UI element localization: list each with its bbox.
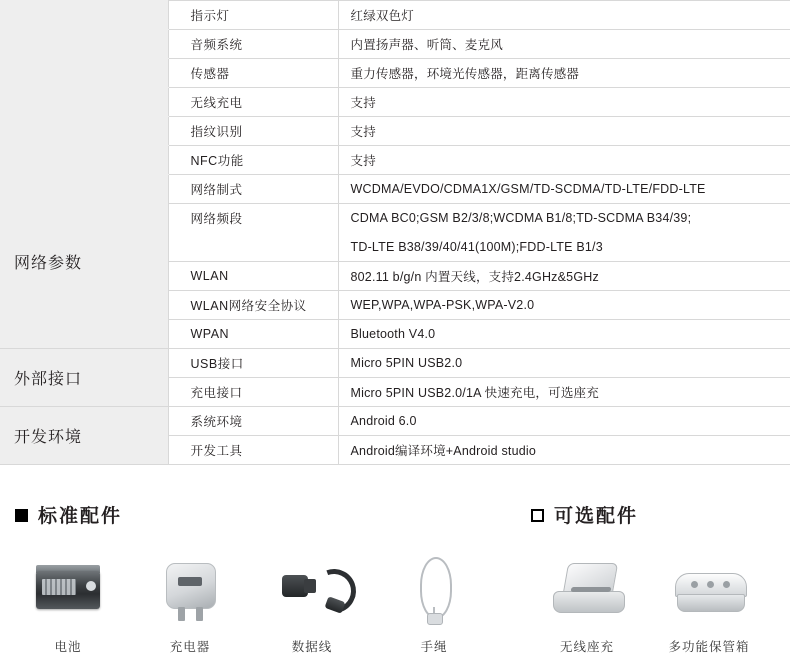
table-row	[0, 59, 790, 88]
param-value: 内置扬声器、听筒、麦克风	[338, 30, 790, 59]
group-cell	[0, 117, 168, 146]
param-value: 支持	[338, 88, 790, 117]
param-name: 指纹识别	[168, 117, 338, 146]
standard-accessories-title: 标准配件	[38, 506, 123, 527]
accessory-label: 充电器	[169, 640, 211, 654]
param-value: Bluetooth V4.0	[338, 320, 790, 349]
param-value: Micro 5PIN USB2.0	[338, 349, 790, 378]
param-value: WEP,WPA,WPA-PSK,WPA-V2.0	[338, 291, 790, 320]
group-cell	[0, 1, 168, 30]
param-name: WPAN	[168, 320, 338, 349]
param-value: Android编译环境+Android studio	[338, 436, 790, 465]
table-row	[0, 30, 790, 59]
param-value: CDMA BC0;GSM B2/3/8;WCDMA B1/8;TD-SCDMA B34/39;	[338, 204, 790, 233]
group-cell	[0, 59, 168, 88]
param-value: 802.11 b/g/n 内置天线，支持2.4GHz&5GHz	[338, 262, 790, 291]
param-name: USB接口	[168, 349, 338, 378]
param-value: 重力传感器，环境光传感器，距离传感器	[338, 59, 790, 88]
standard-accessories-heading	[15, 501, 122, 528]
spec-table-body	[0, 1, 790, 465]
accessories-headings	[0, 501, 790, 531]
accessory-label: 多功能保管箱	[668, 640, 750, 654]
accessory-item-charger	[130, 551, 250, 655]
group-cell-external-interface: 外部接口	[0, 349, 168, 407]
charger-icon	[152, 551, 228, 627]
table-row	[0, 407, 790, 436]
accessories-items-row	[0, 551, 790, 671]
param-name: 传感器	[168, 59, 338, 88]
param-name: NFC功能	[168, 146, 338, 175]
param-name: 无线充电	[168, 88, 338, 117]
accessory-item-data-cable	[252, 551, 372, 655]
group-cell-network: 网络参数	[0, 175, 168, 349]
param-value: 支持	[338, 117, 790, 146]
param-name: 充电接口	[168, 378, 338, 407]
param-value: Android 6.0	[338, 407, 790, 436]
table-row	[0, 1, 790, 30]
usb-cable-icon	[274, 551, 350, 627]
param-name: WLAN网络安全协议	[168, 291, 338, 320]
accessories-section	[0, 501, 790, 671]
battery-icon	[30, 551, 106, 627]
table-row	[0, 117, 790, 146]
accessory-item-wireless-dock	[527, 551, 647, 655]
param-name: 系统环境	[168, 407, 338, 436]
param-name: WLAN	[168, 262, 338, 291]
accessory-label: 电池	[54, 640, 82, 654]
param-value: 红绿双色灯	[338, 1, 790, 30]
accessory-label: 无线座充	[559, 640, 614, 654]
filled-square-icon	[15, 509, 28, 522]
hand-strap-icon	[396, 551, 472, 627]
param-name: 开发工具	[168, 436, 338, 465]
accessory-item-hand-strap	[374, 551, 494, 655]
accessory-label: 手绳	[420, 640, 448, 654]
param-value: Micro 5PIN USB2.0/1A 快速充电，可选座充	[338, 378, 790, 407]
wireless-dock-icon	[549, 551, 625, 627]
table-row	[0, 88, 790, 117]
optional-accessories-heading	[531, 501, 638, 528]
group-cell	[0, 88, 168, 117]
param-value: TD-LTE B38/39/40/41(100M);FDD-LTE B1/3	[338, 233, 790, 262]
group-cell-dev-environment: 开发环境	[0, 407, 168, 465]
accessory-item-battery	[8, 551, 128, 655]
accessory-label: 数据线	[291, 640, 333, 654]
table-row	[0, 175, 790, 204]
param-name: 网络频段	[168, 204, 338, 233]
param-name: 指示灯	[168, 1, 338, 30]
accessory-item-storage-case	[649, 551, 769, 655]
group-cell	[0, 30, 168, 59]
param-name	[168, 233, 338, 262]
param-name: 音频系统	[168, 30, 338, 59]
param-name: 网络制式	[168, 175, 338, 204]
optional-accessories-title: 可选配件	[554, 506, 639, 527]
table-row	[0, 349, 790, 378]
group-cell	[0, 146, 168, 175]
hollow-square-icon	[531, 509, 544, 522]
storage-case-icon	[671, 551, 747, 627]
param-value: WCDMA/EVDO/CDMA1X/GSM/TD-SCDMA/TD-LTE/FDD-LTE	[338, 175, 790, 204]
param-value: 支持	[338, 146, 790, 175]
table-row	[0, 146, 790, 175]
